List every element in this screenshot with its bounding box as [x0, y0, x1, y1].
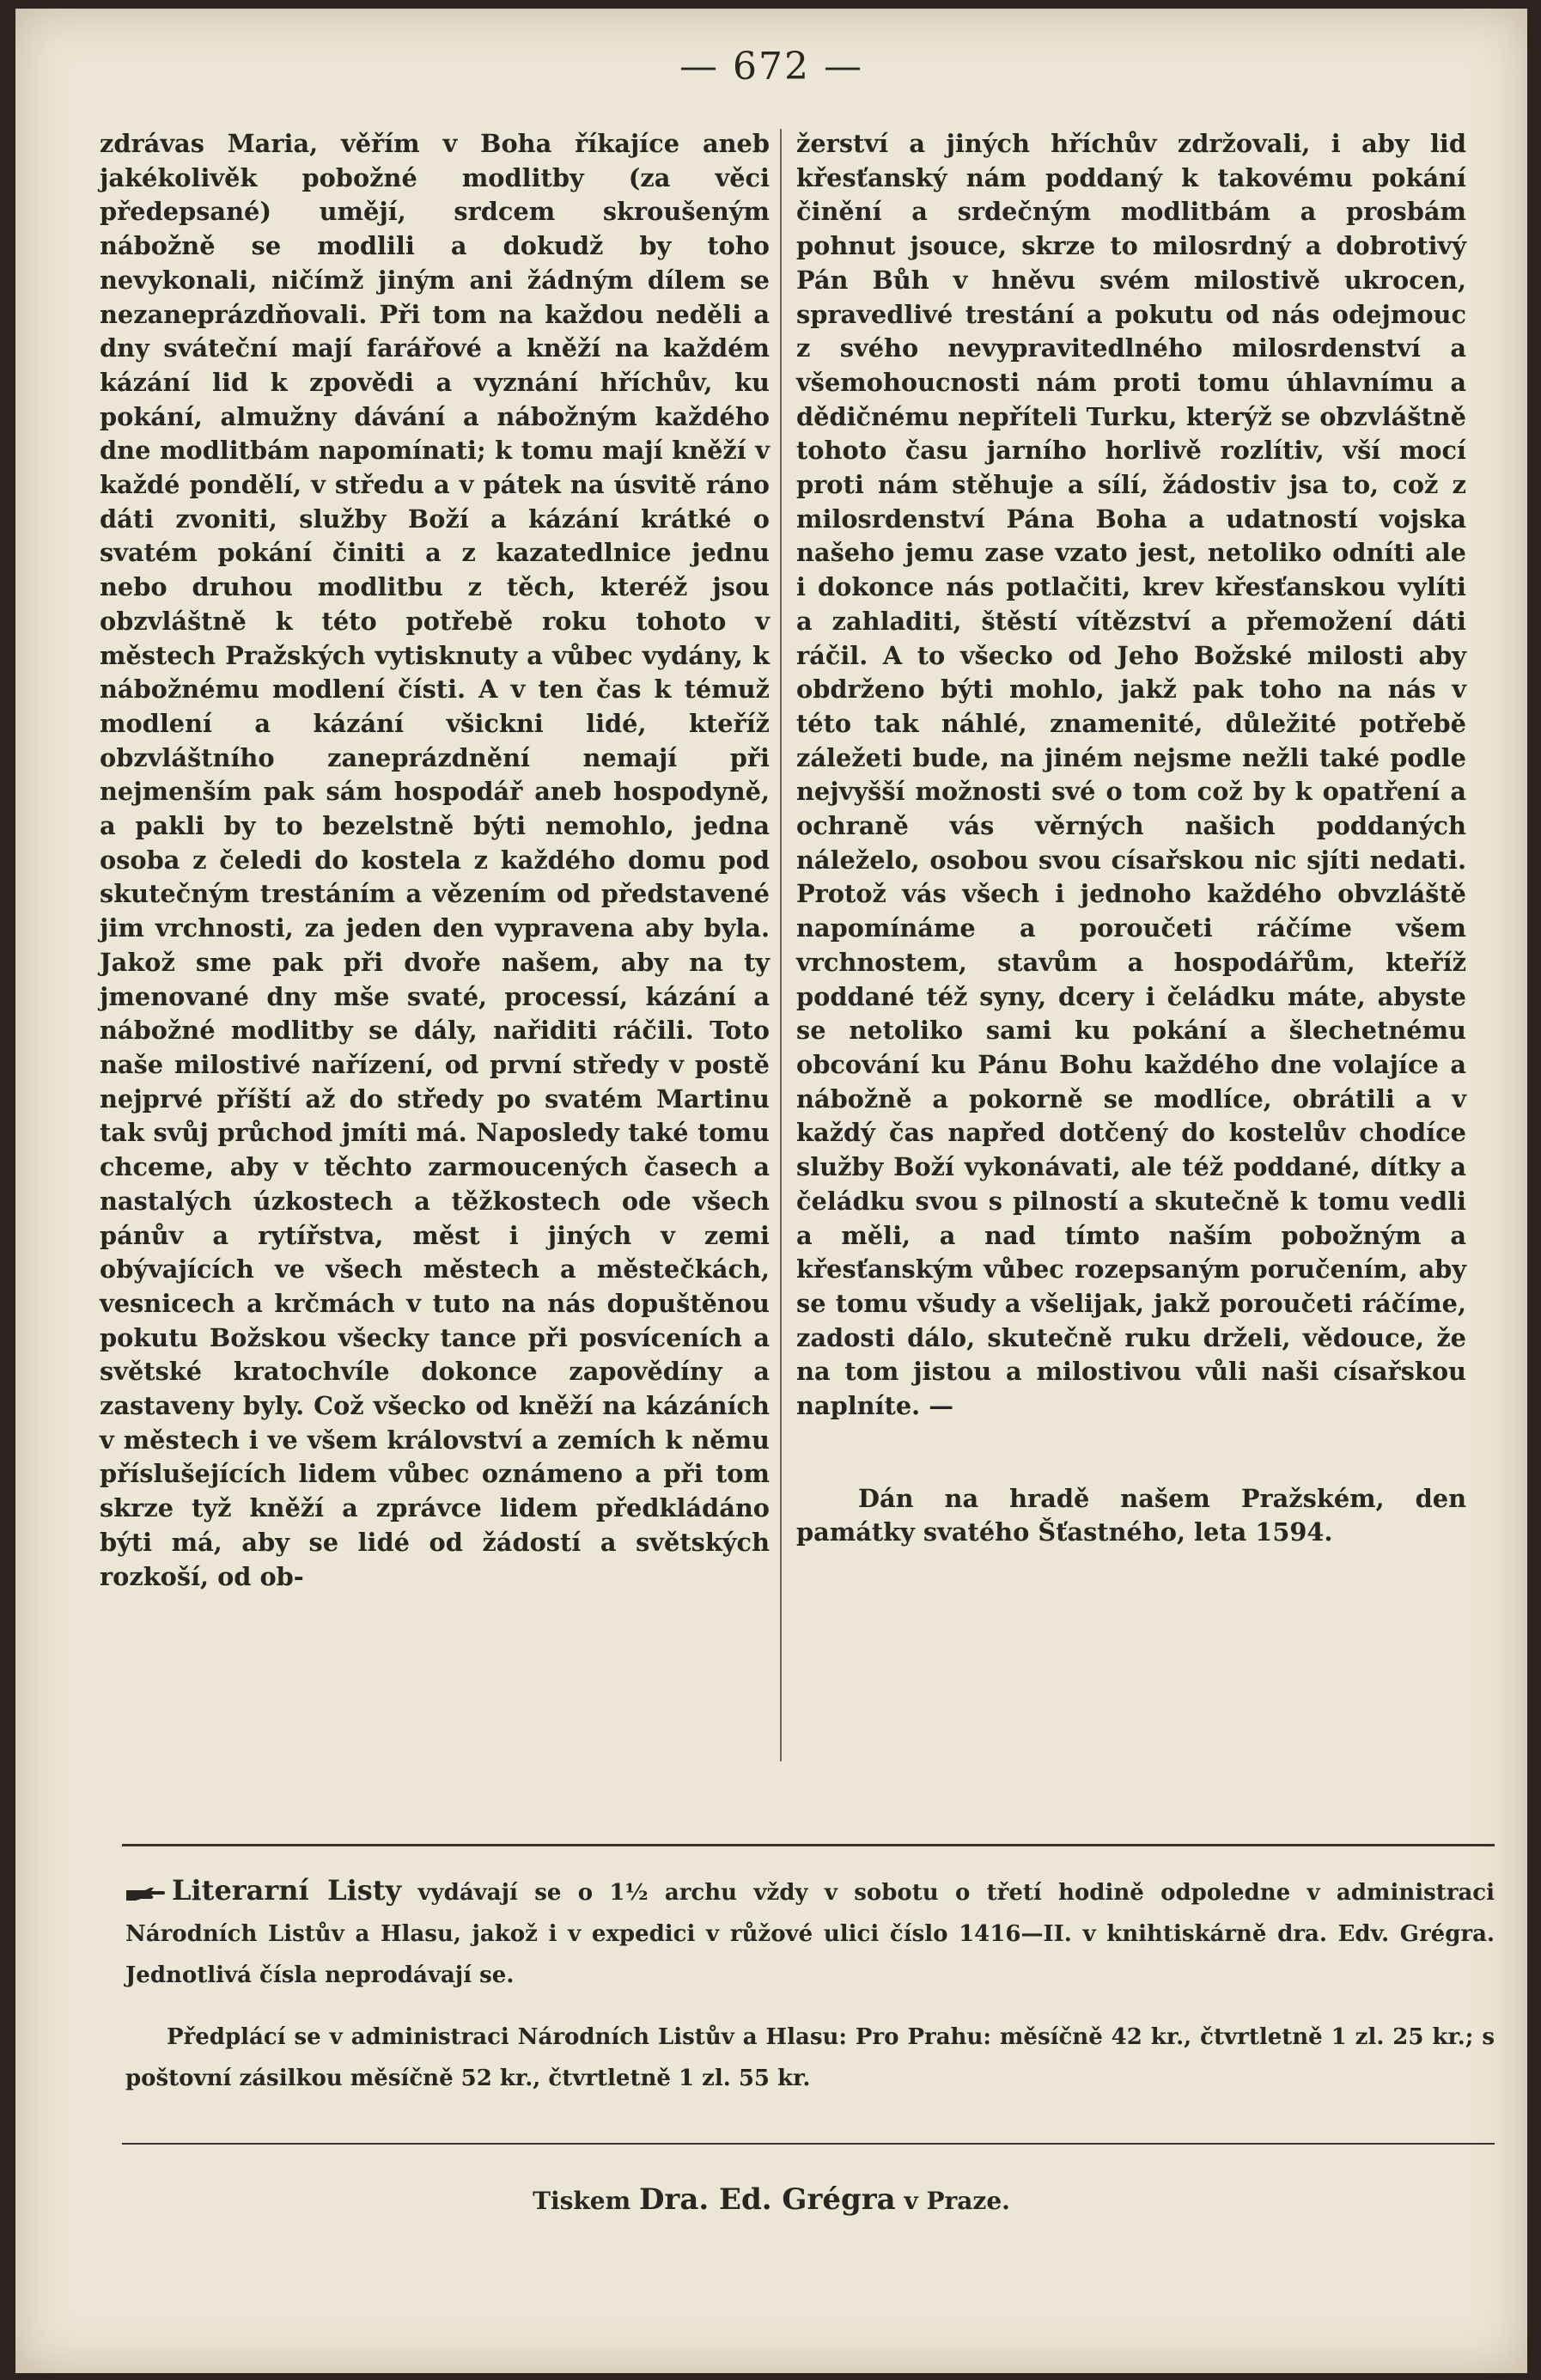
column-divider	[780, 129, 782, 1761]
publication-notice	[125, 1870, 1495, 2099]
printer-name: Dra. Ed. Grégra	[638, 2182, 896, 2217]
notice-title: Literarní Listy	[172, 1874, 402, 1907]
left-column-text: zdrávas Maria, věřím v Boha říkajíce aneb jakékolivěk pobožné modlitby (za věci předepsané) umějí, srdcem skroušeným nábožně se modlili a dokudž by toho nevykonali, ničímž jiným ani žádným dílem se nezaneprázdňovali. Při tom na každou neděli a dny sváteční mají farářové a kněží na každém kázání lid k zpovědi a vyznání hříchův, ku pokání, almužny dávání a nábožným každého dne modlitbám napomínati; k tomu mají kněží v každé pondělí, v středu a v pátek na úsvitě ráno dáti zvoniti, služby Boží a kázání krátké o svatém pokání činiti a z kazatedlnice jednu nebo druhou modlitbu z těch, kteréž jsou obzvláštně k této potřebě roku tohoto v městech Pražských vytisknuty a vůbec vydány, k nábožnému modlení čísti. A v ten čas k témuž modlení a kázání všickni lidé, kteříž obzvláštního zaneprázdnění nemají při nejmenším pak sám hospodář aneb hospodyně, a pakli by to bezelstně býti nemohlo, jedna osoba z čeledi do kostela z každého domu pod skutečným trestáním a vězením od představené jim vrchnosti, za jeden den vypravena aby byla. Jakož sme pak při dvoře našem, aby na ty jmenované dny mše svaté, processí, kázání a nábožné modlitby se dály, nařiditi ráčili. Toto naše milostivé nařízení, od první středy v postě nejprvé příští až do středy po svatém Martinu tak svůj průchod jmíti má. Naposledy také tomu chceme, aby v těchto zarmoucených časech a nastalých úzkostech a těžkostech ode všech pánův a rytířstva, měst i jiných v zemi obývajících ve všech městech a městečkách, vesnicech a krčmách v tuto na nás dopuštěnou pokutu Božskou všecky tance při posvíceních a světské kratochvíle dokonce zapovědíny a zastaveny byly. Což všecko od kněží na kázáních v městech i ve všem království a zemích k němu příslušejících lidem vůbec oznámeno a při tom skrze tyž kněží a zprávce lidem předkládáno býti má, aby se lidé od žádostí a světských rozkoší, od ob-	[100, 129, 770, 1591]
notice-bottom-rule	[122, 2143, 1495, 2145]
left-column	[100, 127, 770, 1594]
pointing-hand-icon	[125, 1886, 165, 1901]
notice-line-1: vydávají se o 1½ archu vždy v sobotu o třetí hodině odpoledne v administraci Národních Listův a Hlasu, jakož i v expedici v růžové ulici číslo 1416—II. v knihtiskárně dra. Edv. Grégra. Jednotlivá čísla neprodávají se.	[125, 1880, 1495, 1988]
printer-prefix: Tiskem	[533, 2187, 631, 2215]
right-column	[796, 127, 1466, 1550]
dated-line: Dán na hradě našem Pražském, den památky svatého Šťastného, leta 1594.	[796, 1483, 1466, 1547]
page-number: — 672 —	[679, 45, 863, 88]
newspaper-page	[15, 9, 1527, 2373]
printer-suffix: v Praze.	[904, 2187, 1010, 2215]
right-column-text: žerství a jiných hříchův zdržovali, i aby lid křesťanský nám poddaný k takovému pokání činění a srdečným modlitbám a prosbám pohnut jsouce, skrze to milosrdný a dobrotivý Pán Bůh v hněvu svém milostivě ukrocen, spravedlivé trestání a pokutu od nás odejmouc z svého nevypravitedlného milosrdenství a všemohoucnosti nám proti tomu úhlavnímu a dědičnému nepříteli Turku, kterýž se obzvláštně tohoto času jarního horlivě rozlítiv, vší mocí proti nám stěhuje a sílí, žádostiv jsa to, což z milosrdenství Pána Boha a udatností vojska našeho jemu zase vzato jest, netoliko odníti ale i dokonce nás potlačiti, krev křesťanskou vylíti a zahladiti, štěstí vítězství a přemožení dáti ráčil. A to všecko od Jeho Božské milosti aby obdrženo býti mohlo, jakž pak toho na nás v této tak náhlé, znamenité, důležité potřebě záležeti bude, na jiném nejsme nežli také podle nejvyšší možnosti své o tom což by k opatření a ochraně vás věrných našich poddaných náleželo, osobou svou císařskou nic sjíti nedati. Protož vás všech i jednoho každého obvzláště napomínáme a poroučeti ráčíme všem vrchnostem, stavům a hospodářům, kteříž poddané též syny, dcery i čeládku máte, abyste se netoliko sami ku pokání a šlechetnému obcování ku Pánu Bohu každého dne volajíce a nábožně a pokorně se modlíce, obrátili a v každý čas napřed dotčený do kostelův chodíce služby Boží vykonávati, ale též poddané, dítky a čeládku svou s pilností a skutečně k tomu vedli a měli, a nad tímto naším pobožným a křesťanským vůbec rozepsaným poručením, aby se tomu všudy a všelijak, jakž poroučeti ráčíme, zadosti dálo, skutečně ruku drželi, vědouce, že na tom jistou a milostivou vůli naši císařskou naplníte. —	[796, 129, 1466, 1421]
notice-paragraph-1	[125, 1870, 1495, 1996]
printer-line	[15, 2182, 1527, 2217]
notice-top-rule	[122, 1844, 1495, 1846]
notice-paragraph-2: Předplácí se v administraci Národních Listův a Hlasu: Pro Prahu: měsíčně 42 kr., čtvrtletně 1 zl. 25 kr.; s poštovní zásilkou měsíčně 52 kr., čtvrtletně 1 zl. 55 kr.	[125, 2024, 1495, 2091]
